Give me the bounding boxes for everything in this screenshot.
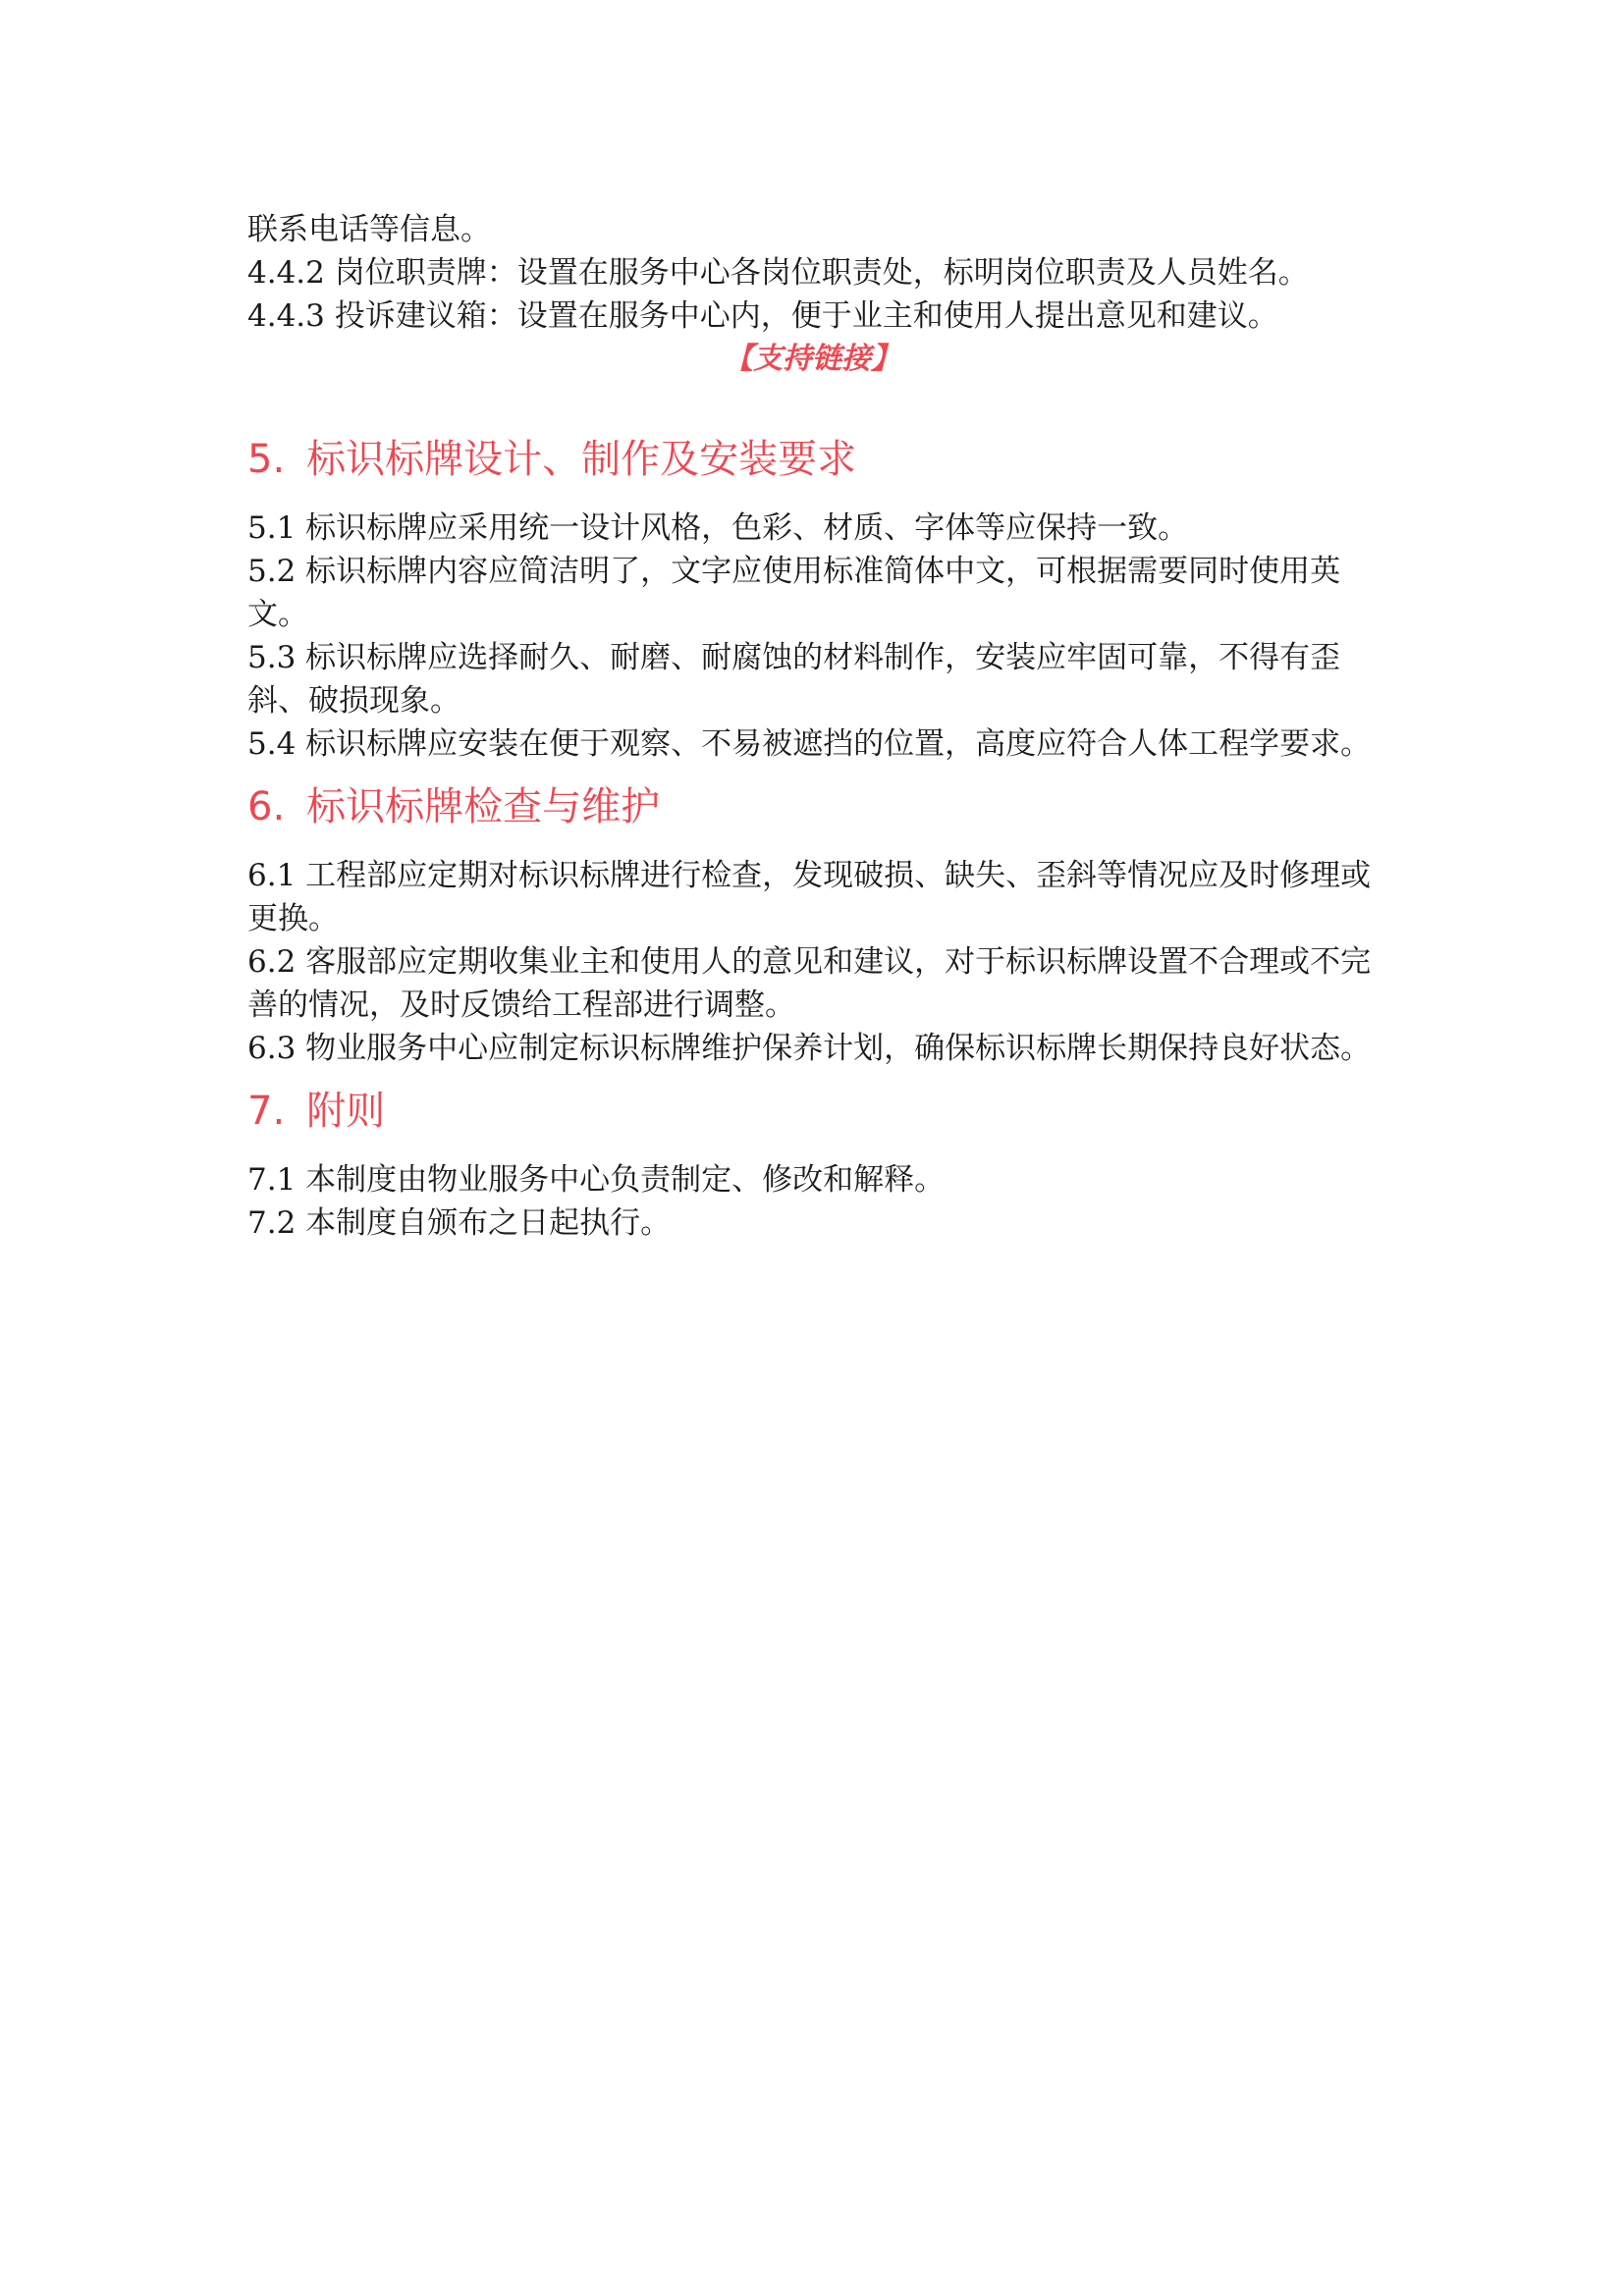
body-line: 联系电话等信息。	[247, 212, 491, 247]
support-link[interactable]: 【支持链接】	[724, 342, 900, 376]
section-heading-7	[247, 1084, 1377, 1139]
section-heading-5	[247, 432, 1377, 487]
section-heading-6	[247, 779, 1377, 834]
document-page	[247, 208, 1377, 1245]
section-number: 7.	[247, 1089, 286, 1134]
clause-6-3: 6.3 物业服务中心应制定标识标牌维护保养计划，确保标识标牌长期保持良好状态。	[247, 1031, 1372, 1066]
clause-5-2: 5.2 标识标牌内容应简洁明了，文字应使用标准简体中文，可根据需要同时使用英文。	[247, 554, 1341, 632]
section-number: 5.	[247, 437, 286, 482]
clause-7-2: 7.2 本制度自颁布之日起执行。	[247, 1205, 672, 1241]
clause-7-1: 7.1 本制度由物业服务中心负责制定、修改和解释。	[247, 1162, 946, 1198]
section-title: 附则	[306, 1089, 386, 1134]
body-line: 4.4.3 投诉建议箱：设置在服务中心内，便于业主和使用人提出意见和建议。	[247, 298, 1278, 334]
clause-5-1: 5.1 标识标牌应采用统一设计风格，色彩、材质、字体等应保持一致。	[247, 510, 1189, 546]
section-title: 标识标牌设计、制作及安装要求	[306, 437, 857, 482]
clause-5-3: 5.3 标识标牌应选择耐久、耐磨、耐腐蚀的材料制作，安装应牢固可靠，不得有歪斜、破损现象。	[247, 640, 1341, 719]
spacer	[247, 766, 1377, 779]
spacer	[247, 1070, 1377, 1084]
section-number: 6.	[247, 784, 286, 829]
clause-6-2: 6.2 客服部应定期收集业主和使用人的意见和建议，对于标识标牌设置不合理或不完善的情况，及时反馈给工程部进行调整。	[247, 944, 1372, 1023]
body-line: 4.4.2 岗位职责牌：设置在服务中心各岗位职责处，标明岗位职责及人员姓名。	[247, 255, 1309, 291]
clause-6-1: 6.1 工程部应定期对标识标牌进行检查，发现破损、缺失、歪斜等情况应及时修理或更换。	[247, 858, 1372, 936]
section-title: 标识标牌检查与维护	[306, 784, 661, 829]
clause-5-4: 5.4 标识标牌应安装在便于观察、不易被遮挡的位置，高度应符合人体工程学要求。	[247, 726, 1372, 762]
